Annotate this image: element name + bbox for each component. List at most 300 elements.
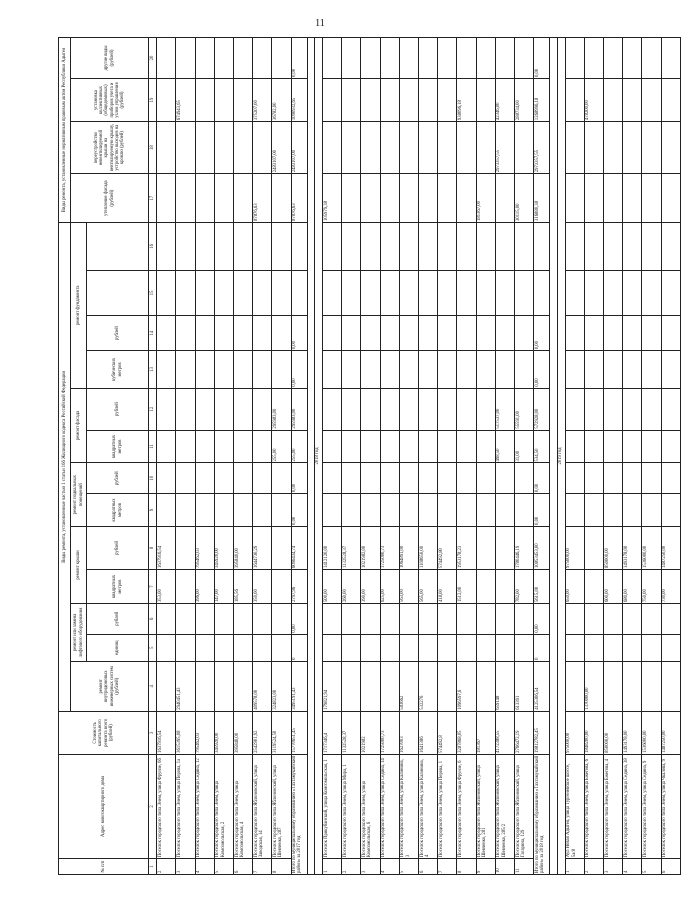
cell-pitch [419,122,438,174]
total-cell-elev_r: 0,00 [534,604,550,635]
cell-roof_m [584,570,603,604]
cell-meters [438,79,457,122]
cell-facade_r [476,388,495,430]
cell-meters [565,79,584,122]
col-number: 7 [149,570,157,604]
cell-meters [604,79,623,122]
total-cell-cost: 19812782,45 [534,711,550,754]
cell-addr: Поселок городского типа Энем, улица Седина, 14 [380,754,399,858]
total-cell-elev_u: 0 [291,634,307,661]
cell-eng [195,661,214,711]
cell-f4 [323,222,342,270]
cell-cost: 1848200,00 [584,711,603,754]
cell-addr: Поселок городского типа Энем, улица Седина, 12 [195,754,214,858]
cell-f3 [176,270,195,315]
total-2017 [291,38,307,875]
cell-elev_r [253,604,272,635]
cell-elev_r [195,604,214,635]
cell-roof_r: 1064891,00 [399,526,418,569]
cell-f4 [476,222,495,270]
header-group-works: Виды ремонта, установленные частью 1 статьи 166 Жилищного кодекса Российской Федерации [59,222,71,711]
cell-meters: 938096,18 [457,79,476,122]
cell-elev_r [438,604,457,635]
cell-elev_r [157,604,176,635]
cell-facade_r [233,388,252,430]
cell-n: 2 [342,859,361,875]
table-row [438,38,457,875]
cell-base_r [342,463,361,494]
cell-f4 [176,222,195,270]
cell-found_m [419,351,438,388]
cell-roof_r: 1644730,29 [253,526,272,569]
cell-f3 [214,270,233,315]
cell-elev_u [438,634,457,661]
total-cell-cost: 15770651,45 [291,711,307,754]
cell-base_m [195,494,214,527]
cell-roof_r: 1536000,00 [642,526,661,569]
cell-elev_r [623,604,642,635]
cell-roof_m [272,570,291,604]
table-row [157,38,176,875]
cell-cost: 1487250,00 [661,711,680,754]
table-row [457,38,476,875]
cell-found_r [361,316,380,351]
cell-n: 11 [514,859,533,875]
cell-base_m [584,494,603,527]
cell-meters: 42346,00 [495,79,514,122]
cell-warm [272,174,291,223]
cell-facade_m [380,430,399,463]
cell-roof_m: 260,00 [342,570,361,604]
cell-base_m [399,494,418,527]
col-number: 4 [149,661,157,711]
cell-roof_m: 350,00 [253,570,272,604]
cell-facade_r: 517537,00 [495,388,514,430]
total-cell-pitch: 2483107,00 [291,122,307,174]
cell-facade_m [438,430,457,463]
gap-cell [307,38,314,875]
cell-warm [380,174,399,223]
cell-base_m [253,494,272,527]
cell-base_m [176,494,195,527]
cell-roof_m: 730,00 [661,570,680,604]
cell-roof_r: 1953178,23 [457,526,476,569]
cell-elev_r [176,604,195,635]
cell-eng [157,661,176,711]
total-cell-roof_r: 10853453,00 [534,526,550,569]
cell-found_m [399,351,418,388]
col-number: 15 [149,270,157,315]
cell-f3 [476,270,495,315]
col-number: 5 [149,634,157,661]
total-row [534,38,550,875]
header-elevator: ремонт или замена лифтового оборудования [71,604,87,662]
cell-found_m [380,351,399,388]
cell-addr: Поселок городского типа Энем, улица Комсомольская, 2 [214,754,233,858]
cell-warm [495,174,514,223]
cell-base_m [214,494,233,527]
total-cell-elev_r: 0,00 [291,604,307,635]
cell-base_m [476,494,495,527]
cell-roof_m: 390,00 [361,570,380,604]
cell-n: 8 [457,859,476,875]
header-other: другие виды (рублей) [71,38,149,79]
cell-cost: 1132528,37 [342,711,361,754]
table-row [495,38,514,875]
cell-elev_r [457,604,476,635]
cell-eng [476,661,495,711]
cell-meters [323,79,342,122]
cell-base_r [233,463,252,494]
cell-found_m [514,351,533,388]
cell-elev_u [457,634,476,661]
cell-meters [419,79,438,122]
cell-addr: Поселок городского типа Энем, улица Бжегова, 4 [604,754,623,858]
cell-eng: 613391 [514,661,533,711]
cell-elev_u [661,634,680,661]
cell-cost: 3119524,50 [272,711,291,754]
cell-found_m [642,351,661,388]
total-cell-eng: 3495191,43 [291,661,307,711]
header-facade-sqm: квадратных метров [87,430,149,463]
table-row [233,38,252,875]
cell-warm [157,174,176,223]
cell-pitch [214,122,233,174]
cell-roof_r: 1132528,37 [342,526,361,569]
cell-cost: 3287868,05 [457,711,476,754]
cell-other [157,38,176,79]
table-row [361,38,380,875]
cell-eng [438,661,457,711]
cell-cost: 795462,03 [195,711,214,754]
cell-addr: Поселок городского типа Энем, улица Фрунзе, 6 [457,754,476,858]
cell-facade_m [661,430,680,463]
cell-found_r [399,316,418,351]
cell-found_r [623,316,642,351]
total-cell-other: 0,00 [291,38,307,79]
cell-facade_m: 31,00 [514,430,533,463]
page-number: 11 [315,18,325,29]
cell-facade_r [195,388,214,430]
cell-warm [342,174,361,223]
cell-found_m [195,351,214,388]
cell-roof_m: 650,00 [565,570,584,604]
cell-eng [604,661,623,711]
cell-found_r [476,316,495,351]
header-pitched: переустройство невентилируемой крыши на вентилируемую крышу, устройство выходов на кровлю (рублей) [71,122,149,174]
cell-f3 [361,270,380,315]
cell-meters [661,79,680,122]
cell-roof_r: 1637916,54 [157,526,176,569]
cell-facade_r [623,388,642,430]
cell-found_r [584,316,603,351]
header-engineering: ремонт внутридомовых инженерных систем (рублей) [71,661,149,711]
header-foundation: ремонт фундамента [71,222,87,388]
cell-facade_r: 55591,00 [514,388,533,430]
total-cell-roof_m: 5615,00 [534,570,550,604]
header-group-other: Виды ремонта, установленные нормативным правовым актом Республики Адыгея [59,38,71,223]
table-row [380,38,399,875]
cell-n: 1 [565,859,584,875]
cell-base_m [642,494,661,527]
cell-f4 [157,222,176,270]
cell-found_m [157,351,176,388]
cell-cost: 4172388,55 [495,711,514,754]
cell-other [342,38,361,79]
cell-roof_m: 782,00 [514,570,533,604]
cell-elev_u [253,634,272,661]
cell-eng: 409578,00 [253,661,272,711]
cell-warm [584,174,603,223]
total-cell-pitch: 2973357,55 [534,122,550,174]
section-header-2019 [557,38,565,875]
cell-roof_m: 353,00 [157,570,176,604]
cell-warm [565,174,584,223]
cell-base_m [661,494,680,527]
cell-found_r [495,316,514,351]
cell-cost: 1641386 [419,711,438,754]
cell-pitch [176,122,195,174]
cell-pitch [195,122,214,174]
cell-warm: 181367,00 [476,174,495,223]
cell-eng [233,661,252,711]
col-number: 12 [149,388,157,430]
cell-f4 [214,222,233,270]
cell-f3 [399,270,418,315]
cell-cost: 574492,8 [438,711,457,754]
cell-found_r [457,316,476,351]
cell-roof_m: 500,00 [323,570,342,604]
cell-base_r [604,463,623,494]
table-row [399,38,418,875]
section-header-2018 [314,38,322,875]
cell-pitch: 2973357,55 [495,122,514,174]
cell-elev_r [565,604,584,635]
cell-f4 [233,222,252,270]
cell-found_r [419,316,438,351]
cell-base_r [476,463,495,494]
cell-other [623,38,642,79]
cell-other [323,38,342,79]
cell-addr: Аул Новая Адыгея, улица Тургеневское шоссе, 5а/8 [565,754,584,858]
cell-roof_r [476,526,495,569]
cell-found_m [604,351,623,388]
cell-roof_m: 396,00 [195,570,214,604]
cell-f4 [272,222,291,270]
col-number: 18 [149,122,157,174]
cell-facade_r [419,388,438,430]
cell-elev_r [419,604,438,635]
cell-roof_m: 185,56 [233,570,252,604]
cell-f4 [399,222,418,270]
cell-base_r [584,463,603,494]
cell-found_m [457,351,476,388]
cell-eng [342,661,361,711]
cell-roof_r: 1487250,00 [661,526,680,569]
cell-elev_u [157,634,176,661]
col-number: 1 [149,859,157,875]
header-elev-units: единиц [87,634,149,661]
cell-f3 [233,270,252,315]
cell-cost: 395840,00 [233,711,252,754]
cell-addr: Поселок городского типа Энем, улица Мира, 1 [342,754,361,858]
cell-eng: 179821,94 [323,661,342,711]
cell-elev_r [642,604,661,635]
cell-found_m [233,351,252,388]
cell-f4 [253,222,272,270]
cell-eng: 324823,00 [272,661,291,711]
cell-facade_r [584,388,603,430]
cell-warm [399,174,418,223]
cell-eng: 583662 [399,661,418,711]
cell-n: 1 [323,859,342,875]
cell-elev_r [214,604,233,635]
table-row [514,38,533,875]
cell-n: 5 [214,859,233,875]
cell-found_r [272,316,291,351]
cell-n: 6 [419,859,438,875]
cell-cost: 2766472,19 [514,711,533,754]
cell-pitch [642,122,661,174]
total-cell-meters: 1268996,18 [534,79,550,122]
cell-other [661,38,680,79]
cell-facade_r [176,388,195,430]
cell-found_m [214,351,233,388]
cell-warm [457,174,476,223]
cell-found_m [438,351,457,388]
cell-warm: 30115,00 [514,174,533,223]
col-number: 10 [149,463,157,494]
cell-roof_r: 1725000,73 [380,526,399,569]
table-row [214,38,233,875]
cell-eng [380,661,399,711]
cell-n: 8 [272,859,291,875]
cell-cost: 181367 [476,711,495,754]
cell-found_m [623,351,642,388]
cell-base_r [253,463,272,494]
col-number: 11 [149,430,157,463]
cell-other [214,38,233,79]
cell-warm [361,174,380,223]
header-address: Адрес многоквартирного дома [59,754,149,858]
cell-other [380,38,399,79]
cell-pitch [361,122,380,174]
header-no: № п/п [59,859,149,875]
cell-pitch [380,122,399,174]
header-facade-rub: рублей [87,388,149,430]
section-title-2018: 2018 год [314,38,322,875]
cell-base_r [419,463,438,494]
cell-found_m [323,351,342,388]
cell-base_m [323,494,342,527]
cell-base_m [495,494,514,527]
cell-base_m [361,494,380,527]
cell-facade_r [399,388,418,430]
cell-pitch [157,122,176,174]
cell-other [642,38,661,79]
cell-meters [157,79,176,122]
cell-f3 [419,270,438,315]
cell-f4 [438,222,457,270]
cell-cost: 2542901,92 [253,711,272,754]
cell-other [176,38,195,79]
cell-base_r [623,463,642,494]
cell-addr: Поселок городского типа Энем, улица Перова, 1 [438,754,457,858]
cell-pitch: 2483107,00 [272,122,291,174]
cell-elev_r [661,604,680,635]
cell-facade_r [214,388,233,430]
cell-found_m [661,351,680,388]
cell-addr: Поселок городского типа Яблоновский, улица Гагарина, 129 [514,754,533,858]
cell-f4 [195,222,214,270]
cell-f3 [457,270,476,315]
cell-roof_m: 680,00 [623,570,642,604]
cell-base_r [195,463,214,494]
table-row [584,38,603,875]
total-cell-meters: 1090932,65 [291,79,307,122]
cell-facade_r [661,388,680,430]
cell-roof_r [272,526,291,569]
total-cell-found_m: 0,00 [534,351,550,388]
cell-found_m [495,351,514,388]
cell-f4 [661,222,680,270]
table-row [419,38,438,875]
cell-meters [233,79,252,122]
cell-found_r [233,316,252,351]
cell-meters [195,79,214,122]
total-cell-f4 [291,222,307,270]
cell-meters [214,79,233,122]
cell-addr: Поселок городского типа Энем, улица Перова, 1а [176,754,195,858]
cell-base_r [495,463,514,494]
cell-elev_u [476,634,495,661]
cell-facade_m [176,430,195,463]
cell-meters [399,79,418,122]
header-basement: ремонт подвальных помещений [71,463,87,526]
cell-elev_r [342,604,361,635]
header-cost: Стоимость капитального ремонта всего (рублей) [59,711,149,754]
cell-facade_m [584,430,603,463]
cell-base_m [623,494,642,527]
cell-base_m [604,494,623,527]
cell-roof_r: 850000,00 [604,526,623,569]
cell-found_r [565,316,584,351]
cell-eng: 1370000,00 [584,661,603,711]
cell-facade_m [642,430,661,463]
cell-base_m [342,494,361,527]
cell-f3 [342,270,361,315]
cell-roof_r: 1108650,00 [419,526,438,569]
cell-addr: Поселок Прикубанский, улица Комсомольская, 1 [323,754,342,858]
cell-f4 [604,222,623,270]
total-label: Итого по муниципальному образованию «Тахтамукайский район» за 2018 год [534,754,550,874]
cell-eng [642,661,661,711]
cell-n: 9 [476,859,495,875]
cell-n: 2 [157,859,176,875]
section-2017-rows [157,38,291,875]
cell-base_r [661,463,680,494]
cell-base_r [399,463,418,494]
cell-other [604,38,623,79]
cell-found_m [361,351,380,388]
cell-other [438,38,457,79]
cell-other [399,38,418,79]
cell-elev_r [604,604,623,635]
cell-roof_m: 418,00 [438,570,457,604]
cell-n: 10 [495,859,514,875]
cell-warm: 87876,63 [253,174,272,223]
cell-f3 [623,270,642,315]
